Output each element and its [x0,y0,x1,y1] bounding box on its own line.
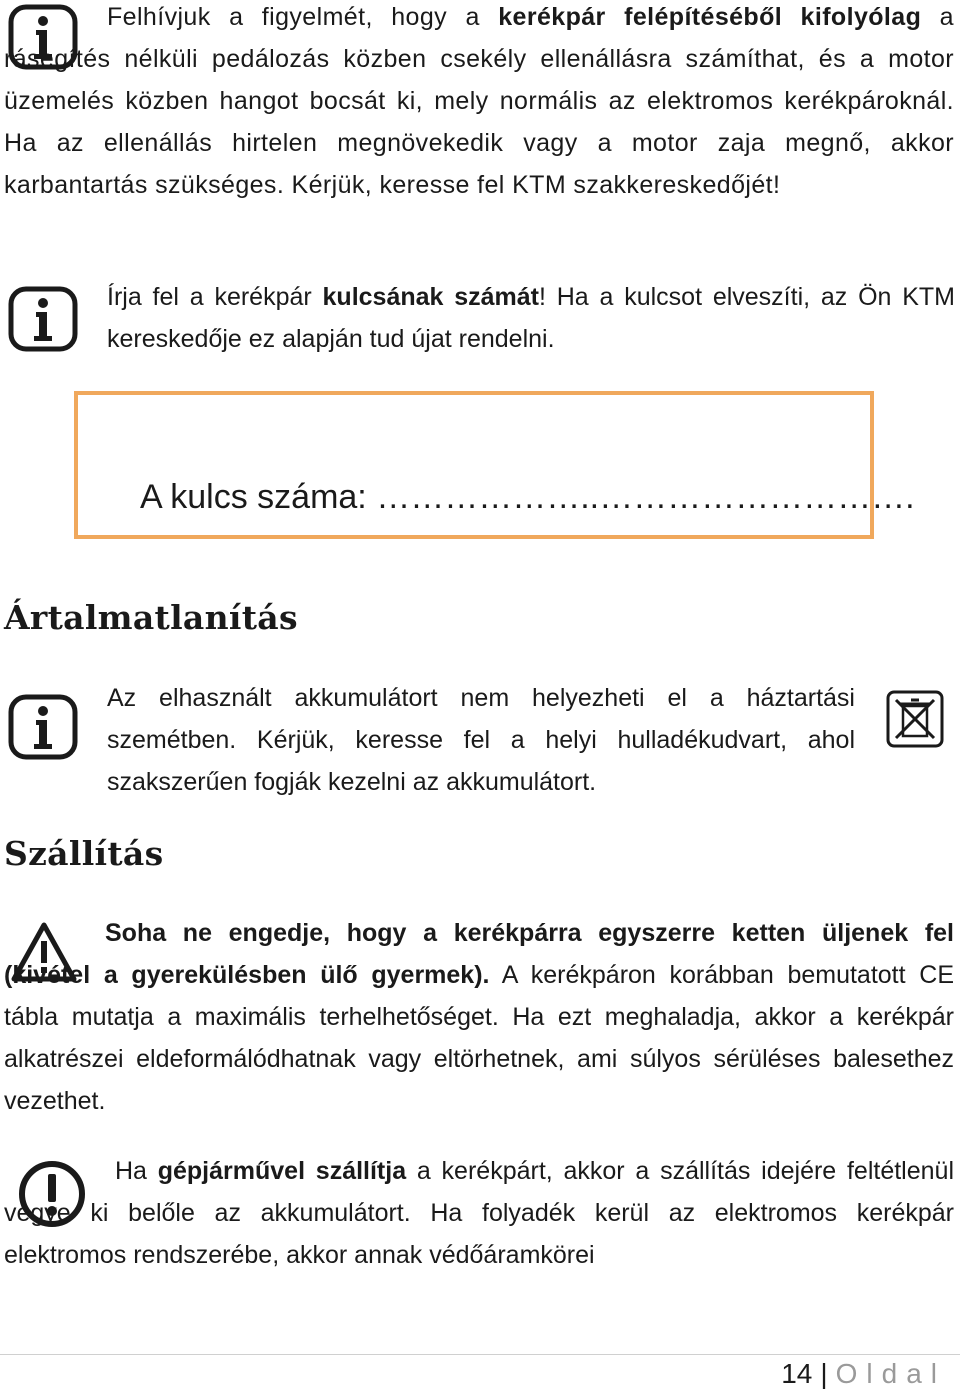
text-span: Írja fel a kerékpár [107,283,323,311]
bold-text: kulcsának számát [322,283,539,311]
text-span: A kerékpáron korábban bemutatott CE tábla mutatja a maximális terhelhetőséget. Ha ezt meghaladja, akkor a kerékpár alkatrészei eldeformálódhatnak vagy eltörhetnek, ami súlyos sérüléses balesethez vezethet. [4,961,954,1115]
paragraph-no-passengers [4,912,954,1122]
footer-divider [0,1354,960,1355]
text-span: ! Ha a kulcsot elveszíti, az Ön KTM kereskedője ez alapján tud újat rendelni. [107,283,956,353]
section-heading-transport: Szállítás [4,834,164,873]
info-icon [8,694,78,760]
paragraph-motor-resistance [4,0,954,206]
info-icon [8,286,78,352]
page-label: Oldal [835,1358,946,1389]
paragraph-battery-disposal: Az elhasznált akkumulátort nem helyezheti el a háztartási szemétben. Kérjük, keresse fel a helyi hulladékudvart, ahol szakszerűen fogják kezelni az akkumulátort. [107,684,855,796]
page-number-separator: | [820,1358,828,1389]
page-number [781,1358,946,1390]
text-span: Felhívjuk a figyelmét, hogy a [107,3,499,31]
crossed-bin-icon [886,690,944,748]
section-heading-disposal: Ártalmatlanítás [4,598,298,637]
paragraph-key-number [107,276,955,360]
page-number-value: 14 [781,1358,813,1389]
text-span: Ha [115,1157,158,1185]
key-number-label: A kulcs száma: ………………..………………………. [140,478,915,516]
text-span: a kerékpárt, akkor a szállítás idejére feltétlenül vegye ki belőle az akkumulátort. Ha folyadék kerül az elektromos kerékpár elektromos rendszerébe, akkor annak védőáramkörei [4,1157,954,1269]
text-span: a rásegítés nélküli pedálozás közben csekély ellenállásra számíthat, és a motor üzemelés közben hangot bocsát ki, mely normális az elektromos kerékpároknál. Ha az ellenállás hirtelen megnövekedik vagy a motor zaja megnő, akkor karbantartás szükséges. Kérjük, keresse fel KTM szakkereskedőjét! [4,3,954,199]
bold-text: Soha ne engedje, hogy a kerékpárra egyszerre ketten üljenek fel (kivétel a gyerekülésben ülő gyermek). [4,919,954,989]
bold-text: kerékpár felépítéséből kifolyólag [498,3,922,31]
bold-text: gépjárművel szállítja [157,1157,407,1185]
paragraph-car-transport [4,1150,954,1276]
